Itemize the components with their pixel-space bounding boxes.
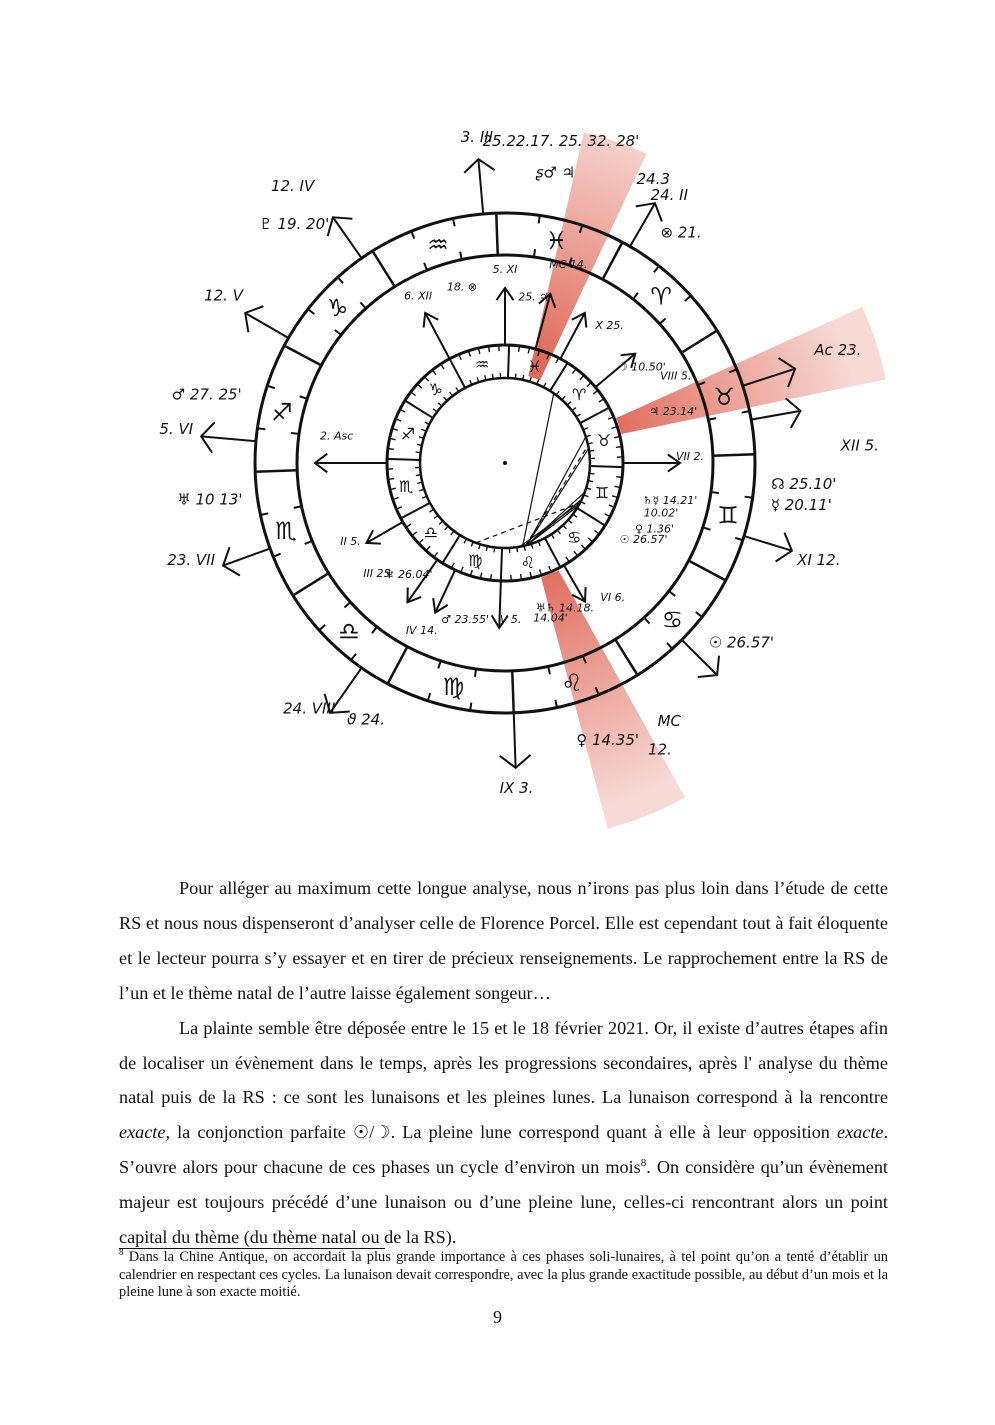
- inner-sign-glyph: ♊: [594, 483, 610, 503]
- degree-tick: [424, 263, 427, 270]
- outer-sign-glyph: ♋: [661, 606, 684, 635]
- outer-label: 12. IV: [270, 177, 315, 196]
- sign-divider: [713, 454, 755, 455]
- inner-degree-tick: [616, 477, 622, 478]
- inner-degree-tick: [557, 530, 560, 534]
- inner-degree-tick: [419, 539, 423, 543]
- inner-sign-divider: [590, 466, 623, 467]
- sign-divider: [293, 573, 329, 595]
- degree-tick: [335, 330, 341, 335]
- degree-tick: [428, 693, 430, 701]
- outer-cusp-arrow: [201, 436, 256, 441]
- inner-degree-tick: [388, 479, 394, 480]
- inner-degree-tick: [562, 396, 565, 400]
- degree-tick: [291, 433, 299, 434]
- sign-divider: [373, 251, 395, 287]
- inner-sign-glyph: ♌: [520, 552, 536, 572]
- outer-sign-glyph: ♊: [717, 501, 739, 530]
- degree-tick: [669, 591, 675, 596]
- inner-degree-tick: [594, 530, 599, 534]
- sign-divider: [496, 213, 497, 255]
- outer-sign-glyph: ♑: [326, 293, 349, 322]
- inner-degree-tick: [574, 551, 578, 556]
- outer-label: 24. VIII: [283, 699, 336, 718]
- inner-degree-tick: [432, 370, 436, 375]
- inner-degree-tick: [587, 383, 591, 387]
- inner-sign-divider: [550, 363, 567, 391]
- inner-degree-tick: [556, 391, 559, 395]
- inner-degree-tick: [572, 408, 576, 411]
- degree-tick: [273, 554, 280, 557]
- degree-tick: [667, 643, 672, 649]
- inner-label: 5. XI: [492, 263, 518, 276]
- degree-tick: [644, 618, 649, 624]
- inner-degree-tick: [572, 369, 576, 374]
- inner-degree-tick: [521, 574, 522, 580]
- degree-tick: [660, 318, 666, 323]
- degree-tick: [438, 661, 440, 669]
- inner-label: VIII 5.: [660, 369, 692, 383]
- outer-label: 23. VII: [167, 550, 216, 569]
- inner-label: IV 14.: [405, 623, 438, 637]
- inner-sign-glyph: ♎: [423, 523, 438, 543]
- sign-divider: [689, 561, 726, 581]
- inner-sign-divider: [405, 400, 433, 417]
- degree-tick: [711, 492, 719, 493]
- degree-tick: [257, 428, 265, 429]
- inner-degree-tick: [422, 496, 427, 498]
- inner-sign-divider: [545, 538, 560, 567]
- degree-tick: [475, 669, 476, 677]
- inner-sign-glyph: ♋: [567, 528, 582, 548]
- inner-degree-tick: [616, 447, 622, 448]
- inner-cusp-arrow: [407, 560, 437, 603]
- inner-sign-glyph: ♓: [527, 356, 542, 376]
- outer-label: 24.3: [636, 169, 671, 188]
- inner-label: VI 6.: [600, 590, 626, 604]
- outer-sign-glyph: ♒: [427, 231, 449, 260]
- degree-tick: [319, 625, 325, 630]
- sign-divider: [512, 671, 513, 713]
- outer-sign-glyph: ♈: [650, 282, 672, 311]
- inner-sign-glyph: ♑: [428, 379, 443, 399]
- paragraph-2-text: . S’ouvre alors pour chacune de ces phases un cycle d’environ un mois: [119, 1122, 888, 1178]
- inner-degree-tick: [439, 521, 443, 524]
- inner-degree-tick: [451, 531, 454, 535]
- inner-degree-tick: [412, 532, 417, 536]
- degree-tick: [308, 309, 314, 314]
- footnote-number: 8: [119, 1247, 124, 1258]
- outer-label: 12. V: [204, 286, 243, 305]
- outer-label: 24. II: [650, 186, 689, 205]
- inner-label: ♆ 26.04': [384, 567, 433, 581]
- outer-label: ♂ 27. 25': [171, 385, 242, 404]
- degree-tick: [696, 612, 702, 617]
- inner-degree-tick: [567, 402, 571, 405]
- inner-degree-tick: [593, 390, 598, 394]
- inner-degree-tick: [441, 364, 444, 369]
- outer-sign-glyph: ♐: [271, 398, 293, 427]
- inner-degree-tick: [470, 380, 472, 385]
- inner-label: 6. XII: [404, 289, 433, 303]
- astrological-chart-figure: [0, 60, 995, 860]
- inner-degree-tick: [573, 514, 577, 517]
- inner-degree-tick: [517, 547, 518, 552]
- outer-label: 25.22.17. 25. 32. 28': [482, 131, 640, 150]
- outer-label: ☿ 20.11': [770, 495, 832, 514]
- inner-sign-divider: [450, 359, 465, 388]
- sign-divider: [255, 470, 297, 471]
- sign-divider: [615, 639, 637, 675]
- inner-degree-tick: [494, 547, 495, 552]
- outer-cusp-arrow: [223, 549, 270, 566]
- inner-degree-tick: [599, 399, 604, 402]
- inner-label: 2. Asc: [320, 429, 354, 443]
- inner-label: X 25.: [595, 319, 624, 333]
- inner-degree-tick: [456, 388, 459, 392]
- sign-divider: [681, 331, 717, 353]
- paragraph-2-text: , la conjonction parfaite ☉/☽. La pleine lune correspond quant à elle à leur opposition: [165, 1122, 838, 1143]
- outer-cusp-arrow: [514, 713, 516, 768]
- inner-label: II 5.: [340, 535, 361, 549]
- inner-sign-glyph: ♍: [468, 551, 483, 571]
- inner-sign-glyph: ♏: [398, 476, 414, 496]
- outer-label: ⊗ 21.: [660, 223, 702, 242]
- outer-label: IX 3.: [499, 778, 534, 797]
- outer-cusp-arrow: [478, 159, 483, 214]
- inner-degree-tick: [589, 450, 594, 451]
- footnote-text: Dans la Chine Antique, on accordait la plus grande importance à ces phases soli-lunaires, à tel point qu’on a tenté d’établir un calendrier en respectant ces cycles. La lunaison devait correspondre, avec la plus grande exactitude possible, au début d’un mois et la pleine lune à son exacte moitié.: [119, 1249, 888, 1300]
- outer-cusp-arrow: [744, 536, 792, 551]
- outer-cusp-arrow: [630, 203, 655, 246]
- paragraph-2-text: . On considère qu’un évènement majeur est toujours précédé d’une lunaison ou d’une pleine lune, celles-ci rencontrant alors un point capital du thème (du thème natal ou de la RS).: [119, 1157, 888, 1248]
- sign-divider: [284, 346, 321, 366]
- outer-sign-glyph: ♓: [545, 226, 568, 255]
- inner-degree-tick: [426, 546, 430, 550]
- inner-label: 14.04': [533, 611, 568, 625]
- footnote-reference[interactable]: 8: [640, 1157, 647, 1170]
- inner-degree-tick: [580, 375, 584, 379]
- inner-degree-tick: [433, 409, 437, 412]
- footnote: [119, 1249, 888, 1302]
- inner-degree-tick: [450, 392, 453, 396]
- emphasis-exacte: exacte: [119, 1122, 166, 1143]
- inner-degree-tick: [416, 452, 421, 453]
- inner-degree-tick: [583, 428, 588, 430]
- outer-label: ʂ♂ ♃: [535, 163, 576, 182]
- outer-label: 5. VI: [159, 420, 194, 439]
- inner-degree-tick: [388, 449, 394, 450]
- outer-label: ♅ 10 13': [177, 490, 243, 509]
- inner-label: V 5.: [499, 612, 522, 626]
- inner-degree-tick: [568, 520, 572, 523]
- outer-label: Ac 23.: [814, 340, 862, 359]
- inner-degree-tick: [566, 557, 569, 562]
- inner-degree-tick: [434, 515, 438, 518]
- paragraph-2-text: La plainte semble être déposée entre le 15 et le 18 février 2021. Or, il existe d’autres étapes afin de localiser un évènement dans le temps, après les progressions secondaires, après l' analyse du thème natal puis de la RS : ce sont les lunaisons et les pleines lunes. La lunaison correspond à la rencontre: [119, 1017, 888, 1108]
- inner-degree-tick: [434, 552, 438, 557]
- inner-label: III 25.: [363, 566, 395, 580]
- inner-sign-divider: [442, 535, 459, 563]
- sign-divider: [388, 647, 408, 684]
- inner-degree-tick: [489, 346, 490, 352]
- degree-tick: [305, 541, 312, 544]
- outer-label: ♀ 14.35': [576, 730, 640, 749]
- degree-tick: [534, 249, 535, 257]
- outer-label: XII 5.: [840, 436, 879, 455]
- page-number: 9: [493, 1307, 502, 1327]
- center-dot: [503, 461, 507, 465]
- inner-degree-tick: [416, 475, 421, 476]
- outer-cusp-arrow: [333, 217, 362, 258]
- inner-sign-divider: [501, 548, 502, 581]
- inner-sign-divider: [577, 508, 605, 525]
- outer-label: ☉ 26.57': [708, 633, 775, 652]
- outer-label: 3. III: [460, 128, 494, 147]
- inner-degree-tick: [491, 574, 492, 580]
- inner-label: MC 14.: [549, 258, 588, 272]
- inner-degree-tick: [538, 541, 540, 546]
- degree-tick: [344, 602, 350, 607]
- inner-sign-divider: [580, 408, 609, 423]
- degree-tick: [470, 703, 471, 711]
- inner-label: ♃ 23.14': [649, 404, 698, 418]
- outer-label: XI 12.: [797, 550, 841, 569]
- inner-label: ☉ 26.57': [619, 533, 668, 546]
- degree-tick: [360, 302, 365, 308]
- inner-degree-tick: [430, 509, 434, 512]
- inner-sign-glyph: ♈: [572, 384, 587, 404]
- degree-tick: [372, 627, 377, 633]
- degree-tick: [633, 293, 638, 299]
- inner-label: ☽ 10.50': [617, 360, 666, 374]
- degree-tick: [411, 231, 414, 238]
- inner-degree-tick: [588, 538, 592, 542]
- inner-sign-glyph: ♉: [596, 431, 612, 451]
- outer-label: MC: [657, 711, 681, 730]
- inner-degree-tick: [551, 534, 554, 538]
- degree-tick: [685, 296, 691, 301]
- paragraph-2: [119, 1011, 888, 1258]
- degree-tick: [703, 527, 711, 529]
- inner-degree-tick: [406, 524, 411, 527]
- inner-label: 18. ⊗: [446, 280, 478, 294]
- inner-degree-tick: [589, 473, 594, 474]
- sign-divider: [603, 242, 623, 279]
- degree-tick: [300, 396, 308, 398]
- inner-degree-tick: [417, 384, 421, 388]
- inner-degree-tick: [576, 414, 580, 417]
- inner-degree-tick: [444, 397, 447, 401]
- inner-degree-tick: [445, 526, 448, 530]
- inner-degree-tick: [563, 525, 566, 529]
- inner-degree-tick: [411, 392, 416, 396]
- outer-sign-glyph: ♌: [561, 668, 583, 697]
- degree-tick: [351, 654, 356, 660]
- inner-label: VII 2.: [675, 449, 704, 463]
- inner-degree-tick: [515, 374, 516, 379]
- degree-tick: [539, 215, 540, 223]
- outer-label: ♇ 19. 20': [259, 214, 330, 233]
- degree-tick: [267, 386, 275, 388]
- inner-sign-divider: [508, 345, 509, 378]
- outer-sign-glyph: ♉: [713, 383, 735, 412]
- degree-tick: [654, 266, 659, 272]
- outer-sign-glyph: ♎: [338, 617, 360, 646]
- inner-sign-glyph: ♒: [474, 355, 490, 375]
- outer-label: ϑ 24.: [347, 710, 385, 729]
- inner-label: ♄☿ 14.21': [642, 494, 698, 508]
- inner-sign-divider: [401, 503, 430, 518]
- outer-label: 12.: [647, 740, 672, 759]
- inner-degree-tick: [519, 346, 520, 352]
- outer-label: ☊ 25.10': [771, 475, 837, 494]
- outer-sign-glyph: ♍: [442, 673, 465, 702]
- inner-label: 25. ♃: [518, 290, 550, 304]
- inner-label: ♀ 1.36': [635, 522, 675, 536]
- emphasis-exacte: exacte: [837, 1122, 884, 1143]
- inner-sign-divider: [387, 459, 420, 460]
- inner-sign-glyph: ♐: [400, 424, 416, 444]
- degree-tick: [735, 538, 743, 540]
- degree-tick: [338, 277, 343, 283]
- degree-tick: [745, 497, 753, 498]
- outer-cusp-arrow: [751, 411, 800, 420]
- inner-label: 10.02': [643, 506, 679, 520]
- inner-degree-tick: [438, 403, 442, 406]
- inner-label: ♅♄ 14.18.: [535, 601, 595, 615]
- body-text: [119, 871, 888, 1258]
- inner-label: ♂ 23.55': [441, 613, 490, 627]
- outer-sign-glyph: ♏: [275, 516, 297, 545]
- chart-svg: [0, 60, 995, 860]
- inner-degree-tick: [492, 374, 493, 379]
- inner-degree-tick: [581, 545, 585, 549]
- paragraph-1: Pour alléger au maximum cette longue analyse, nous n’irons pas plus loin dans l’étude de cette RS et nous nous dispenseront d’analyser celle de Florence Porcel. Elle est cependant tout à fait éloquente et le lecteur pourra s’y essayer et en tirer de précieux renseignements. Le rapprochement entre la RS de l’un et le thème natal de l’autre laisse également songeur…: [119, 878, 888, 1003]
- outer-cusp-arrow: [245, 313, 288, 338]
